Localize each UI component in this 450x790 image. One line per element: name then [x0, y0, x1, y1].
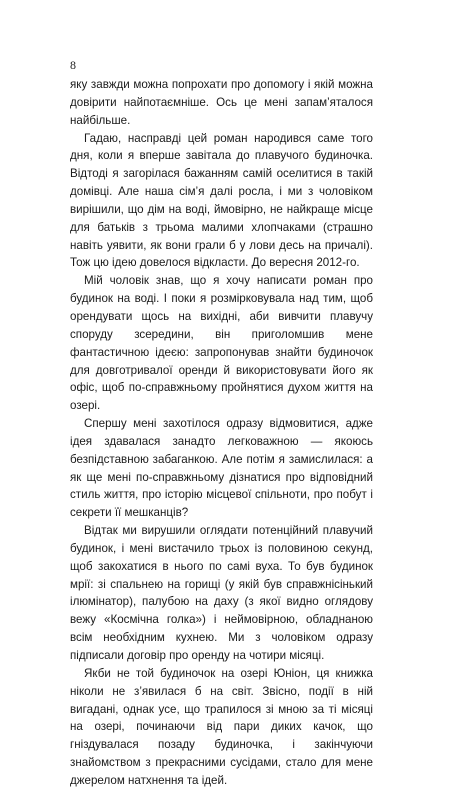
paragraph: Відтак ми вирушили оглядати потенційний плавучий будинок, і мені вистачило трьох із половиною секунд, щоб закохатися в нього по самі вуха. То був будинок мрії: зі спальнею на горищі (у якій був справжнісінький ілюмінатор), палубою на даху (з якої видно оглядову вежу «Космічна голка») і неймовірною, обладнаною всім необхідним кухнею. Ми з чоловіком одразу підписали договір про оренду на чотири місяці. [70, 524, 373, 662]
paragraph: Гадаю, насправді цей роман народився саме того дня, коли я вперше завітала до плавучого будиночка. Відтоді я загорілася бажанням самій оселитися в такій домівці. Але наша сім’я далі росла, і ми з чоловіком вирішили, що дім на воді, ймовірно, не найкраще місце для батьків з трьома малими хлопчаками (страшно навіть уявити, як вони грали б у лови десь на причалі). Тож цю ідею довелося відкласти. До вересня 2012-го. [70, 131, 373, 270]
paragraph: Спершу мені захотілося одразу відмовитися, адже ідея здавалася занадто легковажною — якоюсь безпідставною забаганкою. Але потім я замислилася: а як ще мені по-справжньому дізнатися про відповідний стиль життя, про історію місцевої спільноти, про побут і секрети її мешканців? [70, 417, 373, 520]
paragraph: Якби не той будиночок на озері Юніон, ця книжка ніколи не з’явилася б на світ. Звісно, події в ній вигадані, однак усе, що трапилося зі мною за ті місяці на озері, починаючи від пари диких качок, що гніздувалася позаду будиночка, і закінчуючи знайомством з прекрасними сусідами, стало для мене джерелом натхнення та ідей. [70, 666, 373, 787]
page-number: 8 [70, 58, 76, 72]
body-text [70, 76, 373, 790]
paragraph: яку завжди можна попрохати про допомогу і якій можна довірити найпотаємніше. Ось це мені запам’яталося найбільше. [70, 78, 373, 127]
paragraph: Мій чоловік знав, що я хочу написати роман про будинок на воді. І поки я розмірковувала над тим, щоб орендувати щось на вихідні, аби вивчити плавучу споруду зсередини, він приголомшив мене фантастичною ідеєю: запропонував знайти будиночок для довготривалої оренди й використовувати його як офіс, щоб по-справжньому пройнятися духом життя на озері. [70, 274, 373, 413]
